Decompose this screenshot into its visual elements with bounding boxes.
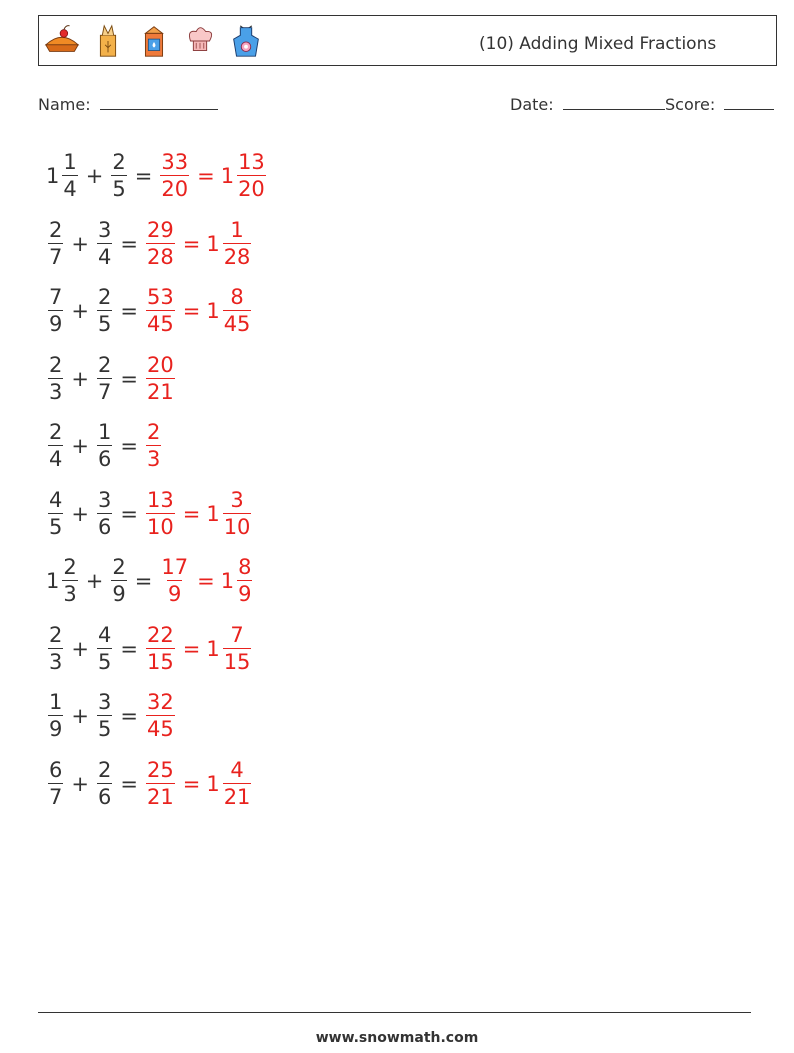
improper-fraction [146,422,161,470]
improper-numerator: 53 [146,285,174,309]
improper-denominator: 9 [168,582,182,606]
second-addend-numerator: 3 [97,217,112,242]
improper-numerator: 32 [146,690,174,714]
plus-sign: + [71,434,89,458]
problem-row [46,416,163,476]
second-addend-numerator: 3 [97,690,112,714]
apron-icon [227,22,265,60]
mixed-denominator: 10 [223,514,251,539]
improper-fraction [146,692,175,740]
first-addend [46,487,65,539]
first-addend-whole: 1 [46,569,60,593]
mixed-fraction [223,757,252,809]
first-addend-denominator: 7 [49,244,63,269]
mixed-numerator: 13 [238,150,265,174]
score-label: Score: [665,95,716,114]
improper-numerator: 13 [146,487,174,512]
second-addend-fraction [97,287,112,335]
footer-url: www.snowmath.com [315,1030,479,1046]
answer [144,217,253,269]
answer-equals-sign: = [182,299,201,323]
mixed-fraction [223,487,252,539]
first-addend [46,152,80,200]
date-label: Date: [510,95,554,114]
improper-fraction [146,217,175,269]
answer [158,557,254,605]
answer-equals-sign: = [197,569,215,593]
score-field [665,93,774,114]
mixed-whole: 1 [206,771,220,796]
mixed-whole: 1 [206,501,220,526]
mixed-fraction [237,152,266,200]
pie-icon [43,22,81,60]
second-addend-denominator: 5 [97,717,112,741]
header-icons [43,22,265,60]
equals-sign: = [120,231,138,256]
problem-row [46,754,253,814]
improper-denominator: 21 [146,784,174,809]
first-addend-numerator: 2 [63,555,77,579]
improper-denominator: 45 [146,312,174,336]
plus-sign: + [71,299,89,323]
second-addend-denominator: 6 [97,784,112,809]
first-addend-fraction [48,217,63,269]
answer [144,622,253,674]
mixed-numerator: 3 [230,487,244,512]
mixed-numerator: 4 [230,757,244,782]
improper-numerator: 33 [161,150,189,174]
score-blank[interactable] [724,93,774,110]
equals-sign: = [120,771,138,796]
second-addend-denominator: 4 [97,244,112,269]
mixed-numerator: 7 [230,622,244,647]
first-addend [46,352,65,404]
plus-sign: + [71,771,89,796]
improper-denominator: 21 [146,379,174,404]
mixed-denominator: 45 [223,312,251,336]
problem-row [46,686,177,746]
equals-sign: = [120,434,138,458]
first-addend-fraction [48,487,63,539]
answer [144,757,253,809]
improper-fraction [160,557,189,605]
second-addend [109,557,128,605]
first-addend-numerator: 4 [49,487,63,512]
second-addend [95,422,114,470]
second-addend [95,217,114,269]
second-addend [95,757,114,809]
mixed-fraction [237,557,252,605]
mixed-denominator: 28 [223,244,251,269]
mixed-denominator: 15 [223,649,251,674]
plus-sign: + [71,636,89,661]
second-addend [109,152,128,200]
first-addend [46,557,80,605]
second-addend [95,692,114,740]
name-field [38,93,218,114]
second-addend [95,352,114,404]
second-addend-numerator: 4 [97,622,112,647]
equals-sign: = [120,636,138,661]
answer-equals-sign: = [182,636,201,661]
second-addend-fraction [97,217,112,269]
plus-sign: + [71,501,89,526]
second-addend-fraction [97,757,112,809]
mixed-whole: 1 [206,231,220,256]
first-addend-denominator: 5 [49,514,63,539]
second-addend-numerator: 2 [97,285,112,309]
equals-sign: = [134,164,153,188]
second-addend-numerator: 3 [97,487,112,512]
second-addend-fraction [111,152,126,200]
first-addend [46,622,65,674]
first-addend-denominator: 4 [63,177,77,201]
equals-sign: = [120,501,138,526]
bread-bag-icon [89,22,127,60]
mixed-whole: 1 [206,299,220,323]
second-addend-denominator: 6 [97,447,112,471]
first-addend-fraction [48,352,63,404]
footer-divider [38,1012,751,1013]
improper-numerator: 22 [146,622,174,647]
first-addend-whole: 1 [46,164,60,188]
second-addend-numerator: 2 [97,352,112,377]
mixed-numerator: 8 [230,285,244,309]
answer [144,487,253,539]
problem-row [46,146,268,206]
equals-sign: = [120,299,138,323]
plus-sign: + [71,366,89,391]
first-addend-denominator: 4 [49,447,63,471]
mixed-whole: 1 [206,636,220,661]
second-addend-denominator: 5 [97,649,112,674]
first-addend-fraction [48,692,63,740]
milk-carton-icon [135,22,173,60]
mixed-denominator: 21 [223,784,251,809]
first-addend-numerator: 1 [49,690,63,714]
problem-row [46,484,253,544]
answer [158,152,267,200]
first-addend [46,692,65,740]
answer [144,352,177,404]
first-addend-fraction [48,287,63,335]
second-addend-denominator: 5 [97,312,112,336]
first-addend-numerator: 7 [49,285,63,309]
second-addend-fraction [97,622,112,674]
second-addend-denominator: 7 [97,379,112,404]
chef-hat-icon [181,22,219,60]
second-addend-fraction [111,557,126,605]
mixed-numerator: 1 [230,217,244,242]
date-blank[interactable] [563,93,665,110]
second-addend-fraction [97,352,112,404]
second-addend-fraction [97,422,112,470]
first-addend-denominator: 3 [49,649,63,674]
mixed-fraction [223,217,252,269]
first-addend-numerator: 6 [49,757,63,782]
mixed-fraction [223,287,252,335]
answer [144,287,253,335]
name-label: Name: [38,95,91,114]
plus-sign: + [71,704,89,728]
improper-numerator: 25 [146,757,174,782]
first-addend-numerator: 1 [63,150,77,174]
improper-numerator: 29 [146,217,174,242]
improper-denominator: 3 [146,447,161,471]
answer-equals-sign: = [182,771,201,796]
mixed-whole: 1 [220,569,235,593]
answer-equals-sign: = [182,501,201,526]
plus-sign: + [71,231,89,256]
first-addend [46,287,65,335]
improper-numerator: 20 [146,352,174,377]
second-addend-denominator: 5 [112,177,126,201]
improper-numerator: 2 [146,420,161,444]
mixed-denominator: 9 [238,582,252,606]
problem-row [46,349,177,409]
first-addend-denominator: 9 [49,312,63,336]
second-addend-numerator: 2 [112,150,126,174]
mixed-fraction [223,622,252,674]
improper-denominator: 45 [146,717,174,741]
mixed-numerator: 8 [238,555,252,579]
first-addend [46,422,65,470]
mixed-denominator: 20 [238,177,265,201]
first-addend-denominator: 7 [49,784,63,809]
worksheet-title: (10) Adding Mixed Fractions [479,34,717,54]
improper-denominator: 10 [146,514,174,539]
second-addend-denominator: 6 [97,514,112,539]
improper-fraction [146,757,175,809]
problem-row [46,619,253,679]
second-addend-fraction [97,487,112,539]
second-addend-numerator: 1 [97,420,112,444]
improper-fraction [146,352,175,404]
problem-row [46,214,253,274]
second-addend [95,622,114,674]
first-addend-denominator: 9 [49,717,63,741]
first-addend-numerator: 2 [49,217,63,242]
name-blank[interactable] [100,93,218,110]
first-addend-numerator: 2 [49,622,63,647]
improper-denominator: 20 [161,177,189,201]
first-addend [46,217,65,269]
first-addend-numerator: 2 [49,352,63,377]
mixed-whole: 1 [220,164,235,188]
answer-equals-sign: = [182,231,201,256]
answer [144,422,163,470]
date-field [510,93,665,114]
first-addend-numerator: 2 [49,420,63,444]
improper-fraction [146,487,175,539]
improper-fraction [160,152,189,200]
first-addend-fraction [48,757,63,809]
equals-sign: = [120,704,138,728]
first-addend-denominator: 3 [63,582,77,606]
first-addend [46,757,65,809]
improper-numerator: 17 [161,555,189,579]
equals-sign: = [134,569,153,593]
first-addend-fraction [62,152,77,200]
improper-denominator: 15 [146,649,174,674]
problem-row [46,281,253,341]
second-addend-fraction [97,692,112,740]
improper-fraction [146,622,175,674]
improper-denominator: 28 [146,244,174,269]
second-addend [95,287,114,335]
first-addend-fraction [48,422,63,470]
second-addend-numerator: 2 [97,757,112,782]
second-addend [95,487,114,539]
answer-equals-sign: = [197,164,215,188]
second-addend-numerator: 2 [112,555,126,579]
plus-sign: + [85,569,104,593]
second-addend-denominator: 9 [112,582,126,606]
equals-sign: = [120,366,138,391]
improper-fraction [146,287,175,335]
problem-row [46,551,254,611]
first-addend-denominator: 3 [49,379,63,404]
answer [144,692,177,740]
plus-sign: + [85,164,104,188]
first-addend-fraction [62,557,77,605]
first-addend-fraction [48,622,63,674]
worksheet-header [38,15,777,66]
